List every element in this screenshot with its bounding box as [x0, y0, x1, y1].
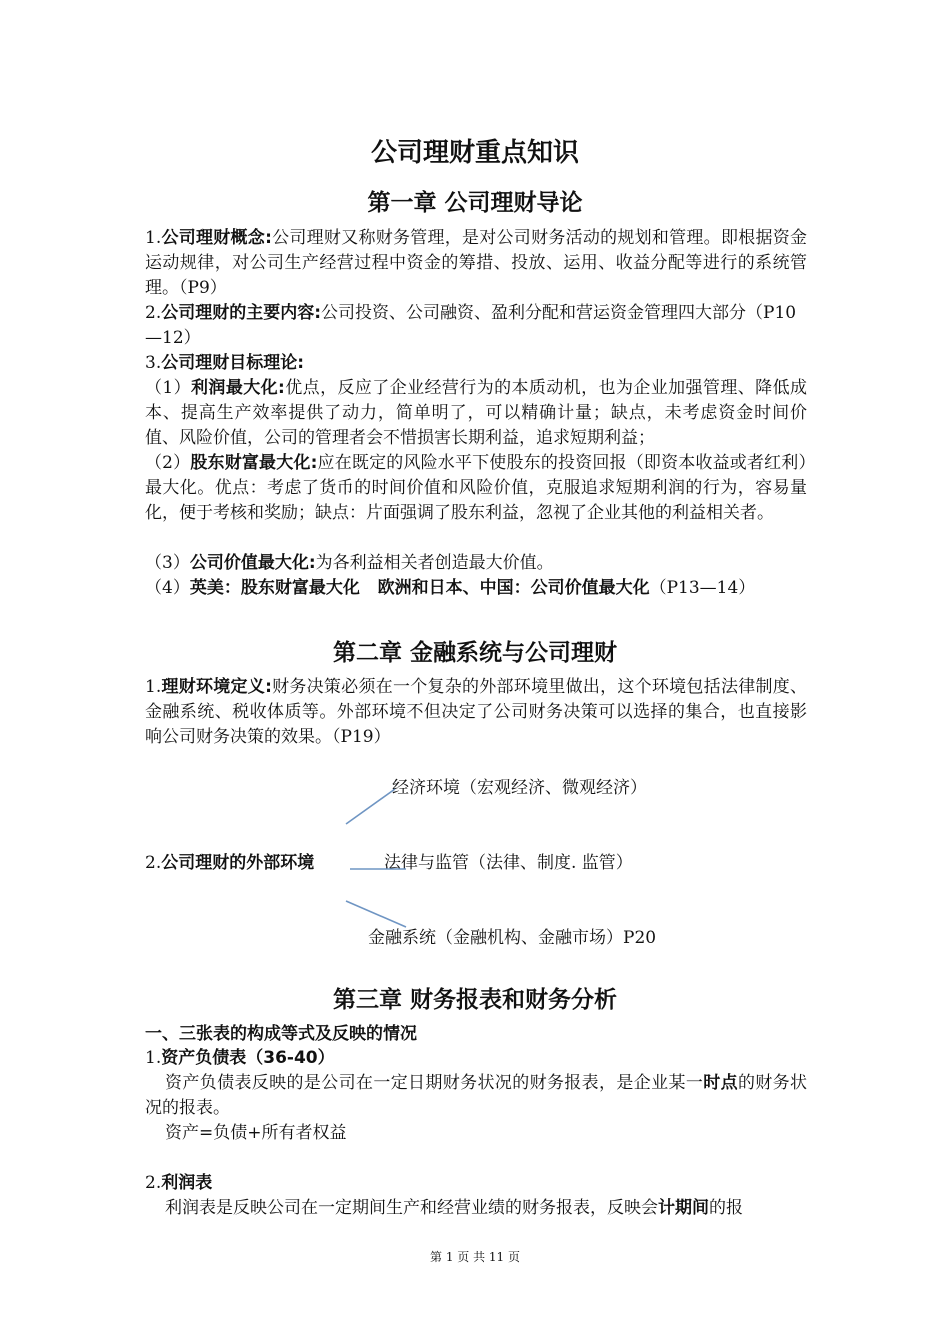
item-number: 2.: [145, 853, 162, 873]
item-number: （3）: [145, 553, 190, 573]
term-heading: 资产负债表（36-40）: [161, 1048, 335, 1068]
ch3-balance-equation: 资产=负债+所有者权益: [165, 1123, 347, 1143]
term-heading: 公司理财目标理论:: [161, 353, 305, 373]
term-heading: 利润表: [161, 1173, 213, 1193]
ch3-heading-2: [145, 1171, 807, 1196]
term-body: （P13—14）: [649, 578, 756, 598]
emphasis: 时点: [703, 1073, 738, 1093]
term-body: 公司理财又称财务管理，是对公司财务活动的规划和管理。即根据资金运动规律，对公司生产经营过程中资金的筹措、投放、运用、收益分配等进行的系统管理。（P9）: [145, 228, 807, 298]
ch3-income-statement-text: [145, 1196, 807, 1221]
term-heading: 理财环境定义:: [161, 677, 272, 697]
chapter-2-title: 第二章 金融系统与公司理财: [332, 640, 617, 666]
term-body: 应在既定的风险水平下使股东的投资回报（即资本收益或者红利）最大化。优点：考虑了货币的时间价值和风险价值，克服追求短期利润的行为，容易量化，便于考核和奖励；缺点：片面强调了股东利益，忽视了企业其他的利益相关者。: [145, 453, 807, 523]
page-footer: 第 1 页 共 11 页: [430, 1250, 520, 1264]
env-legal: 法律与监管（法律、制度. 监管）: [384, 853, 633, 873]
term-heading: 公司理财概念:: [161, 228, 272, 248]
body-text: 的财务状况的报表。: [145, 1073, 808, 1118]
emphasis: 计期间: [658, 1198, 709, 1218]
env-financial: 金融系统（金融机构、金融市场）P20: [368, 928, 657, 948]
term-heading: 公司理财的主要内容:: [161, 303, 322, 323]
term-heading: 公司理财的外部环境: [161, 853, 315, 873]
term-body: 财务决策必须在一个复杂的外部环境里做出，这个环境包括法律制度、金融系统、税收体质等。外部环境不但决定了公司财务决策可以选择的集合，也直接影响公司财务决策的效果。（P19）: [145, 677, 807, 747]
connector-line-top: [346, 789, 395, 824]
term-heading: 股东财富最大化:: [190, 453, 318, 473]
env-economic: 经济环境（宏观经济、微观经济）: [392, 778, 647, 798]
item-number: 3.: [145, 353, 162, 373]
body-text: 的报: [709, 1198, 743, 1218]
item-number: 2.: [145, 303, 162, 323]
document-title: 公司理财重点知识: [370, 138, 579, 168]
item-number: 1.: [145, 228, 162, 248]
body-text: 资产负债表反映的是公司在一定日期财务状况的财务报表，是企业某一: [165, 1073, 704, 1093]
ch3-heading-1: [145, 1046, 807, 1071]
body-text: 利润表是反映公司在一定期间生产和经营业绩的财务报表，反映会: [165, 1198, 658, 1218]
ch3-balance-sheet-text: [145, 1071, 807, 1121]
item-number: 1.: [145, 1048, 162, 1068]
term-body: 为各利益相关者创造最大价值。: [315, 553, 554, 573]
ch3-section-heading: 一、三张表的构成等式及反映的情况: [145, 1024, 417, 1044]
item-number: 1.: [145, 677, 162, 697]
chapter-1-title: 第一章 公司理财导论: [367, 190, 583, 216]
item-number: （4）: [145, 578, 190, 598]
term-body: 优点，反应了企业经营行为的本质动机，也为企业加强管理、降低成本、提高生产效率提供了动力，简单明了，可以精确计量；缺点，未考虑资金时间价值、风险价值，公司的管理者会不惜损害长期利益，追求短期利益；: [145, 378, 807, 448]
term-heading: 公司价值最大化:: [189, 553, 316, 573]
term-heading: 英美：股东财富最大化 欧洲和日本、中国：公司价值最大化: [189, 578, 650, 598]
term-body: 公司投资、公司融资、盈利分配和营运资金管理四大部分（P10—12）: [145, 303, 797, 348]
term-heading: 利润最大化:: [191, 378, 285, 398]
chapter-3-title: 第三章 财务报表和财务分析: [332, 987, 617, 1013]
item-number: （1）: [145, 378, 192, 398]
item-number: （2）: [145, 453, 191, 473]
item-number: 2.: [145, 1173, 162, 1193]
connector-line-bottom: [346, 901, 406, 927]
